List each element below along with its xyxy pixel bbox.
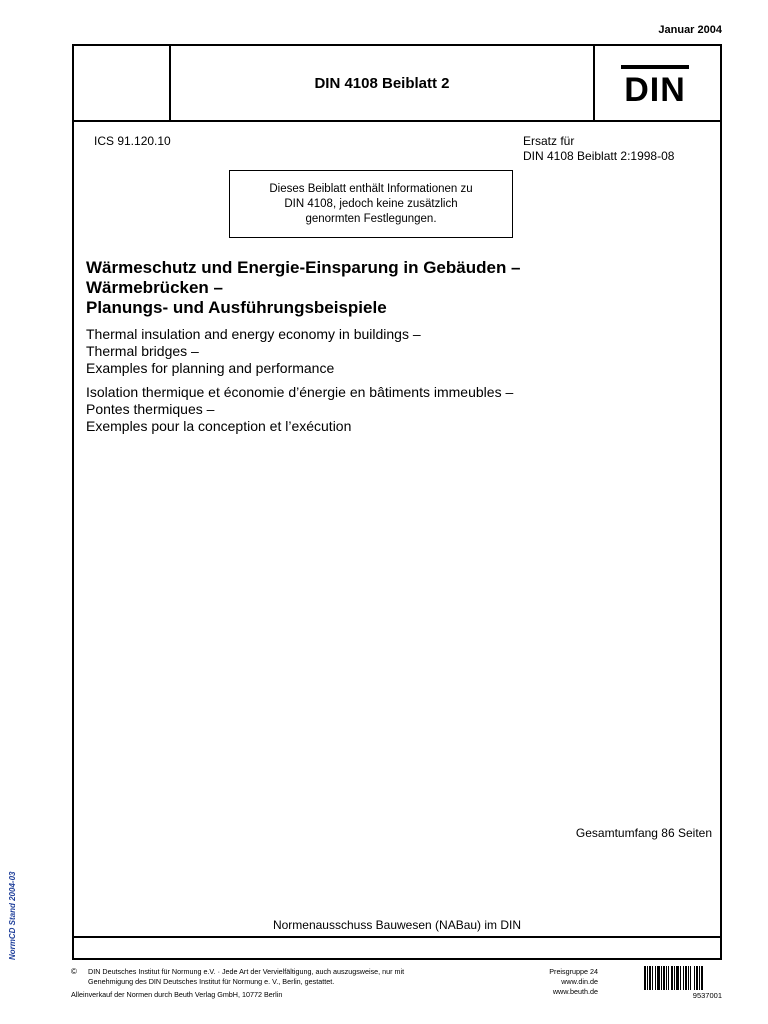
- header-row: [74, 46, 720, 122]
- title-line: Thermal bridges –: [86, 343, 199, 359]
- total-pages: Gesamtumfang 86 Seiten: [575, 826, 712, 840]
- title-german: [86, 258, 706, 318]
- frame-footer-divider: [74, 936, 720, 938]
- title-line: Wärmeschutz und Energie-Einsparung in Gebäuden –: [86, 258, 521, 277]
- din-logo-text: DIN: [624, 71, 686, 104]
- beuth-url: www.beuth.de: [552, 987, 598, 996]
- standard-title: DIN 4108 Beiblatt 2: [171, 46, 595, 120]
- title-line: Thermal insulation and energy economy in buildings –: [86, 326, 421, 342]
- replacement-value: DIN 4108 Beiblatt 2:1998-08: [523, 149, 675, 163]
- publication-date: Januar 2004: [658, 24, 722, 36]
- side-label: NormCD Stand 2004-03: [8, 871, 17, 960]
- info-line: DIN 4108, jedoch keine zusätzlich: [284, 197, 458, 210]
- price-group: Preisgruppe 24: [549, 967, 598, 976]
- header-empty-cell: [74, 46, 171, 120]
- copyright-symbol: ©: [71, 967, 77, 976]
- copyright-line: Genehmigung des DIN Deutsches Institut für Normung e. V., Berlin, gestattet.: [88, 977, 335, 986]
- title-line: Exemples pour la conception et l’exécution: [86, 418, 352, 434]
- info-line: Dieses Beiblatt enthält Informationen zu: [269, 182, 473, 195]
- copyright-line: DIN Deutsches Institut für Normung e.V. · Jede Art der Vervielfältigung, auch auszugsweise, nur mit: [88, 967, 405, 976]
- copyright-notice: [88, 967, 404, 987]
- price-info: [470, 967, 598, 997]
- title-line: Planungs- und Ausführungsbeispiele: [86, 298, 387, 317]
- ics-code: ICS 91.120.10: [94, 134, 171, 148]
- title-line: Isolation thermique et économie d’énergie en bâtiments immeubles –: [86, 384, 514, 400]
- barcode-number: 9537001: [692, 991, 722, 1000]
- cover-frame: [72, 44, 722, 960]
- replacement-note: [523, 134, 674, 164]
- title-french: [86, 384, 706, 435]
- replacement-label: Ersatz für: [523, 134, 575, 148]
- title-line: Examples for planning and performance: [86, 360, 335, 376]
- title-line: Wärmebrücken –: [86, 278, 223, 297]
- title-english: [86, 326, 706, 377]
- din-logo: [620, 64, 690, 104]
- title-line: Pontes thermiques –: [86, 401, 215, 417]
- info-box: [229, 170, 513, 238]
- committee-name: Normenausschuss Bauwesen (NABau) im DIN: [272, 918, 522, 932]
- info-line: genormten Festlegungen.: [305, 212, 437, 225]
- din-url: www.din.de: [561, 977, 598, 986]
- barcode: [644, 966, 722, 990]
- sales-notice: Alleinverkauf der Normen durch Beuth Verlag GmbH, 10772 Berlin: [71, 990, 283, 999]
